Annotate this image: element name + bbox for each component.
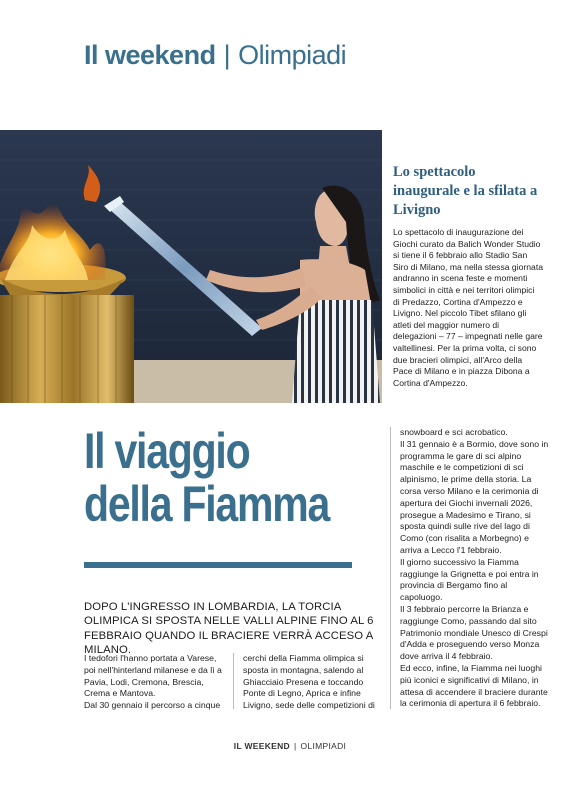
footer-separator: | (294, 741, 297, 751)
article-lead: DOPO L'INGRESSO IN LOMBARDIA, LA TORCIA OLIMPICA SI SPOSTA NELLE VALLI ALPINE FINO AL 6 FEBBRAIO QUANDO IL BRACIERE VERRÀ ACCESO A MILANO. (84, 601, 374, 656)
paragraph: Il 3 febbraio percorre la Brianza e raggiunge Como, passando dal sito Patrimonio mondiale Unesco di Crespi d'Adda e proseguendo verso Monza dove arriva il 4 febbraio. (400, 603, 548, 662)
header-topic: Olimpiadi (238, 40, 347, 70)
paragraph: I tedofori l'hanno portata a Varese, poi nell'hinterland milanese e da lì a Pavia, Lodi, Cremona, Brescia, Crema e Mantova. (84, 653, 222, 699)
sidebar-title: Lo spettacolo inaugurale e la sfilata a Livigno (393, 164, 538, 218)
page-footer (0, 741, 580, 751)
sidebar-body: Lo spettacolo di inaugurazione dei Giochi curato da Balich Wonder Studio si tiene il 6 febbraio allo Stadio San Siro di Milano, ma nella stessa giornata andranno in scena feste e momenti simbolici in città e nei territori olimpici di Predazzo, Cortina d'Ampezzo e Livigno. Nel piccolo Tibet sfilano gli atleti del maggior numero di delegazioni – 77 – impegnati nelle gare valtellinesi. Per la prima volta, ci sono due bracieri olimpici, all'Arco della Pace di Milano e in piazza Dibona a Cortina d'Ampezzo. (393, 227, 543, 388)
sidebar-box (393, 163, 543, 389)
article-title-line2: della Fiamma (84, 476, 330, 532)
article-title-line1: Il viaggio (84, 423, 250, 479)
column-divider (233, 653, 234, 709)
header-section: Il weekend (84, 40, 216, 70)
hero-photo (0, 130, 382, 403)
paragraph: cerchi della Fiamma olimpica si sposta in montagna, salendo al Ghiacciaio Presena e toccando Ponte di Legno, Aprica e infine Livigno, sede delle competizioni di (243, 653, 375, 711)
article-column-2 (243, 653, 385, 712)
footer-section: IL WEEKEND (233, 741, 290, 751)
title-divider (84, 562, 352, 568)
article-column-3 (400, 427, 550, 710)
footer-topic: OLIMPIADI (300, 741, 347, 751)
article-title (84, 425, 329, 531)
paragraph: Il giorno successivo la Fiamma raggiunge la Grignetta e poi entra in provincia di Bergamo fino al capoluogo. (400, 556, 539, 603)
article-column-1 (84, 653, 224, 712)
paragraph: Dal 30 gennaio il percorso a cinque (84, 700, 221, 711)
header-separator: | (223, 40, 231, 70)
column-divider (390, 427, 391, 709)
paragraph: snowboard e sci acrobatico. (400, 427, 508, 437)
paragraph: Ed ecco, infine, la Fiamma nei luoghi più iconici e significativi di Milano, in attesa di accendere il braciere durante la cerimonia di apertura il 6 febbraio. (400, 662, 548, 709)
paragraph: Il 31 gennaio è a Bormio, dove sono in programma le gare di sci alpino maschile e le competizioni di sci alpinismo, le prime della storia. La corsa verso Milano e la cerimonia di apertura dei Giochi invernali 2026, prosegue a Madesimo e Tirano, si sposta quindi sulle rive del lago di Como (con risalita a Morbegno) e arriva a Lecco l'1 febbraio. (400, 438, 549, 555)
torch-lighting-photo (0, 130, 382, 403)
page-header (84, 40, 346, 71)
